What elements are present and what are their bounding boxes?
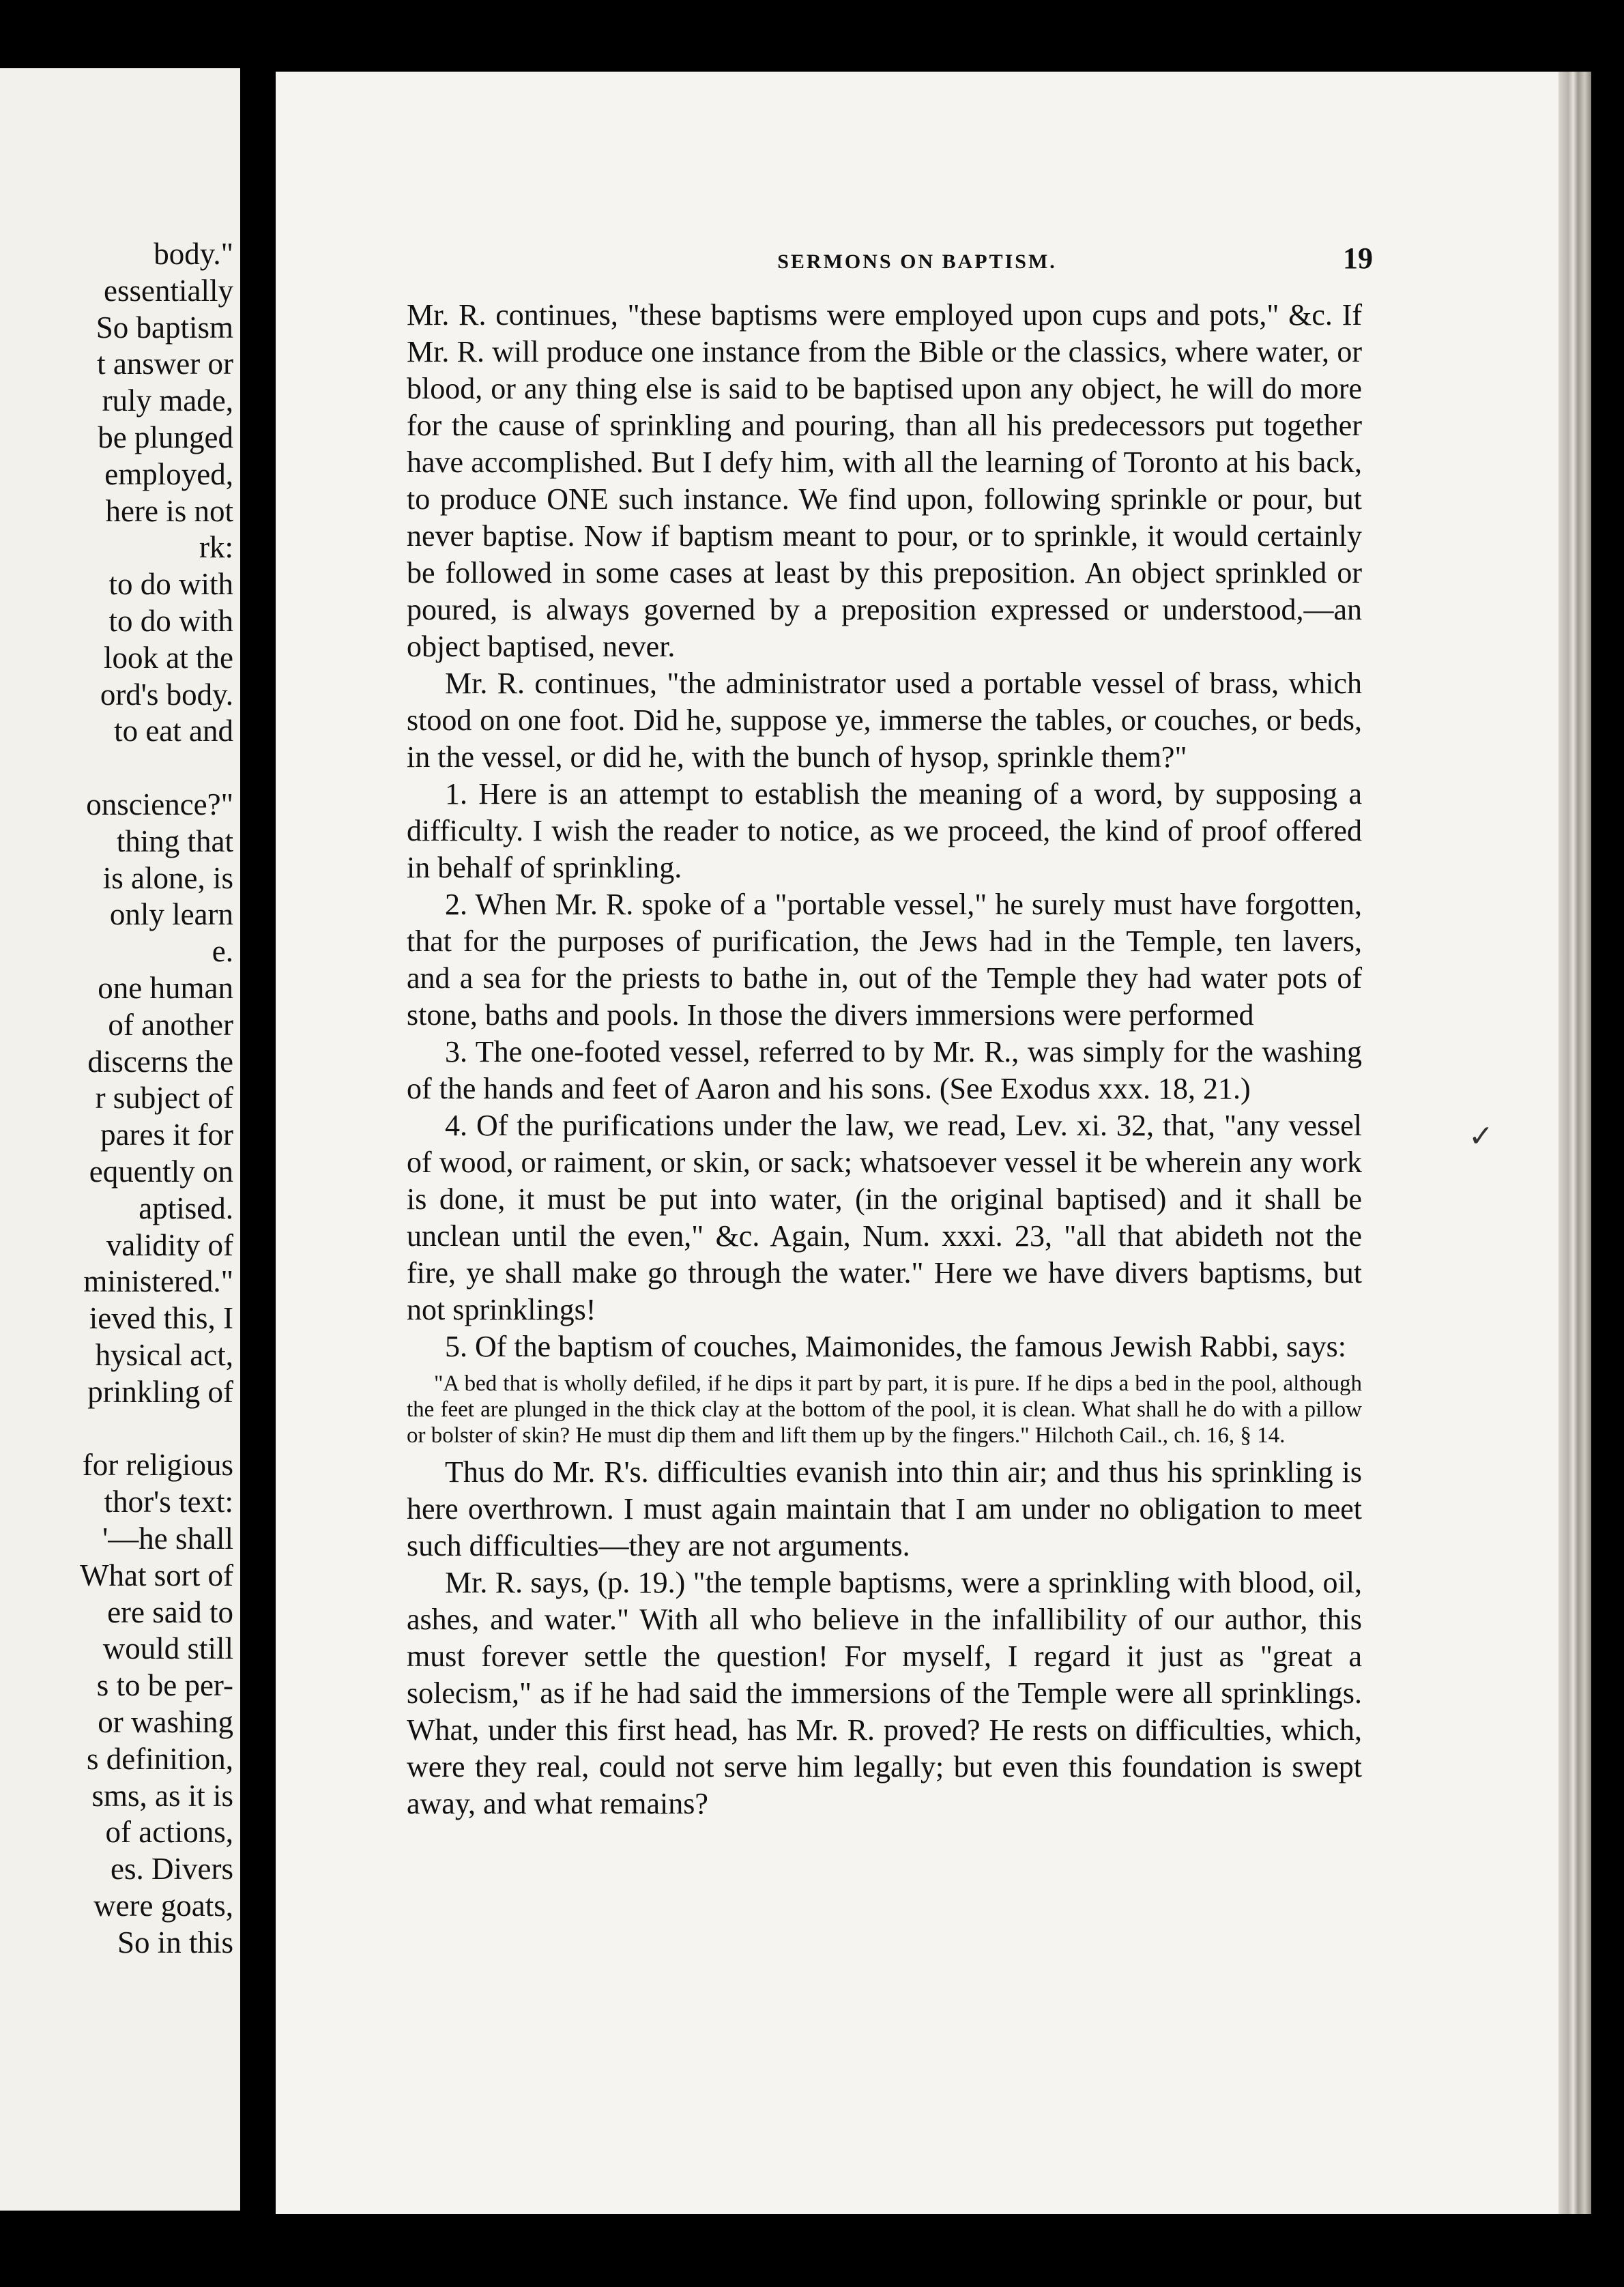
left-page-line: or washing [98, 1705, 233, 1739]
left-page-line: only learn [109, 897, 233, 932]
left-page-line: '—he shall [102, 1521, 233, 1556]
left-page-line: body." [154, 237, 233, 271]
left-page-line: t answer or [97, 347, 233, 381]
paragraph-2: Mr. R. continues, "the administrator used a portable vessel of brass, which stood on one foot. Did he, suppose ye, immerse the tables, or couches, or beds, in the vessel, or did he, with the bunch of hysop, sprinkle them?" [407, 667, 1362, 774]
left-page-line: would still [102, 1631, 233, 1666]
left-page-line: s definition, [87, 1741, 233, 1776]
left-page-line: discerns the [87, 1044, 233, 1079]
left-page-line: for religious [82, 1448, 233, 1483]
left-page-line: is alone, is [102, 860, 233, 895]
left-page-line: ieved this, I [89, 1301, 233, 1336]
margin-tick-mark: ✓ [1468, 1120, 1494, 1153]
left-page-line: be plunged [98, 420, 233, 454]
left-page-line: So in this [117, 1925, 233, 1960]
paragraph-4: 2. When Mr. R. spoke of a "portable vessel," he surely must have forgotten, that for the purposes of purification, the Jews had in the Temple, ten lavers, and a sea for the priests to bathe in, out of the Temple they had water pots of stone, baths and pools. In those the divers immersions were performed [407, 888, 1362, 1032]
left-page-line: thor's text: [104, 1485, 233, 1519]
left-page-line: ministered." [83, 1264, 233, 1299]
left-page-line: e. [212, 934, 233, 969]
left-page-line: validity of [106, 1227, 233, 1262]
paragraph-5: 3. The one-footed vessel, referred to by Mr. R., was simply for the washing of the hands and feet of Aaron and his sons. (See Exodus xxx. 18, 21.) [407, 1035, 1362, 1105]
left-page-line: onscience?" [86, 787, 233, 821]
left-page-line: to eat and [114, 714, 233, 748]
left-page-line: ruly made, [102, 383, 233, 418]
left-page-line: rk: [199, 530, 233, 565]
left-page-line: essentially [104, 273, 233, 308]
maimonides-quote: "A bed that is wholly defiled, if he dips it part by part, it is pure. If he dips a bed in the pool, although the feet are plunged in the thick clay at the bottom of the pool, it is clean. What shall he do with a pillow or bolster of skin? He must dip them and lift them up by the fingers." Hilchoth Cail., ch. 16, § 14. [407, 1371, 1362, 1448]
left-page-line: aptised. [139, 1191, 233, 1225]
left-page-line: prinkling of [87, 1374, 233, 1409]
left-page-line: of actions, [105, 1815, 233, 1850]
left-page-line: here is not [105, 493, 233, 528]
paragraph-7: 5. Of the baptism of couches, Maimonides, the famous Jewish Rabbi, says: [445, 1330, 1347, 1363]
left-page-line: of another [108, 1007, 233, 1042]
paragraph-9: Mr. R. says, (p. 19.) "the temple baptisms, were a sprinkling with blood, oil, ashes, and water." With all who believe in the infallibility of our author, this must forever settle the question! For myself, I regard it just as "great a solecism," as if he had said the immersions of the Temple were all sprinklings. What, under this first head, has Mr. R. proved? He rests on difficulties, which, were they real, could not serve him legally; but even this foundation is swept away, and what remains? [407, 1566, 1362, 1820]
left-page-line: one human [98, 971, 233, 1005]
left-page-line: to do with [108, 567, 233, 602]
left-page-line: to do with [108, 604, 233, 638]
left-page-line: pares it for [100, 1118, 233, 1152]
page-edge [1558, 72, 1591, 2214]
left-page-line: s to be per- [96, 1668, 233, 1703]
page-number: 19 [1343, 242, 1373, 275]
left-page-line: What sort of [80, 1558, 233, 1592]
left-page-line: hysical act, [95, 1338, 233, 1372]
left-page-line: thing that [116, 824, 233, 858]
left-page-fragment [0, 68, 240, 2211]
left-page-line: equently on [89, 1154, 233, 1189]
left-page-line: look at the [104, 640, 233, 675]
left-page-line: were goats, [93, 1889, 233, 1923]
left-page-line: So baptism [96, 310, 233, 345]
left-page-line: es. Divers [111, 1852, 233, 1887]
paragraph-1: Mr. R. continues, "these baptisms were employed upon cups and pots," &c. If Mr. R. will produce one instance from the Bible or the classics, where water, or blood, or any thing else is said to be baptised upon any object, he will do more for the cause of sprinkling and pouring, than all his predecessors put together have accomplished. But I defy him, with all the learning of Toronto at his back, to produce ONE such instance. We find upon, following sprinkle or pour, but never baptise. Now if baptism meant to pour, or to sprinkle, it would certainly be followed in some cases at least by this preposition. An object sprinkled or poured, is always governed by a preposition expressed or understood,—an object baptised, never. [407, 298, 1362, 663]
left-page-line: ere said to [107, 1594, 233, 1629]
paragraph-3: 1. Here is an attempt to establish the meaning of a word, by supposing a difficulty. I wish the reader to notice, as we proceed, the kind of proof offered in behalf of sprinkling. [407, 777, 1362, 884]
main-page [276, 72, 1558, 2214]
left-page-line: r subject of [95, 1081, 233, 1116]
left-page-line: ord's body. [100, 677, 233, 712]
body-text [407, 297, 1362, 1822]
left-page-line: employed, [104, 456, 233, 491]
left-page-line: sms, as it is [91, 1778, 233, 1813]
paragraph-8: Thus do Mr. R's. difficulties evanish into thin air; and thus his sprinkling is here overthrown. I must again maintain that I am under no obligation to meet such difficulties—they are not arguments. [407, 1455, 1362, 1562]
running-header: SERMONS ON BAPTISM. [777, 250, 1057, 273]
paragraph-6: 4. Of the purifications under the law, we read, Lev. xi. 32, that, "any vessel of wood, or raiment, or skin, or sack; whatsoever vessel it be wherein any work is done, it must be put into water, (in the original baptised) and it shall be unclean until the even," &c. Again, Num. xxxi. 23, "all that abideth not the fire, ye shall make go through the water." Here we have divers baptisms, but not sprinklings! [407, 1109, 1362, 1326]
